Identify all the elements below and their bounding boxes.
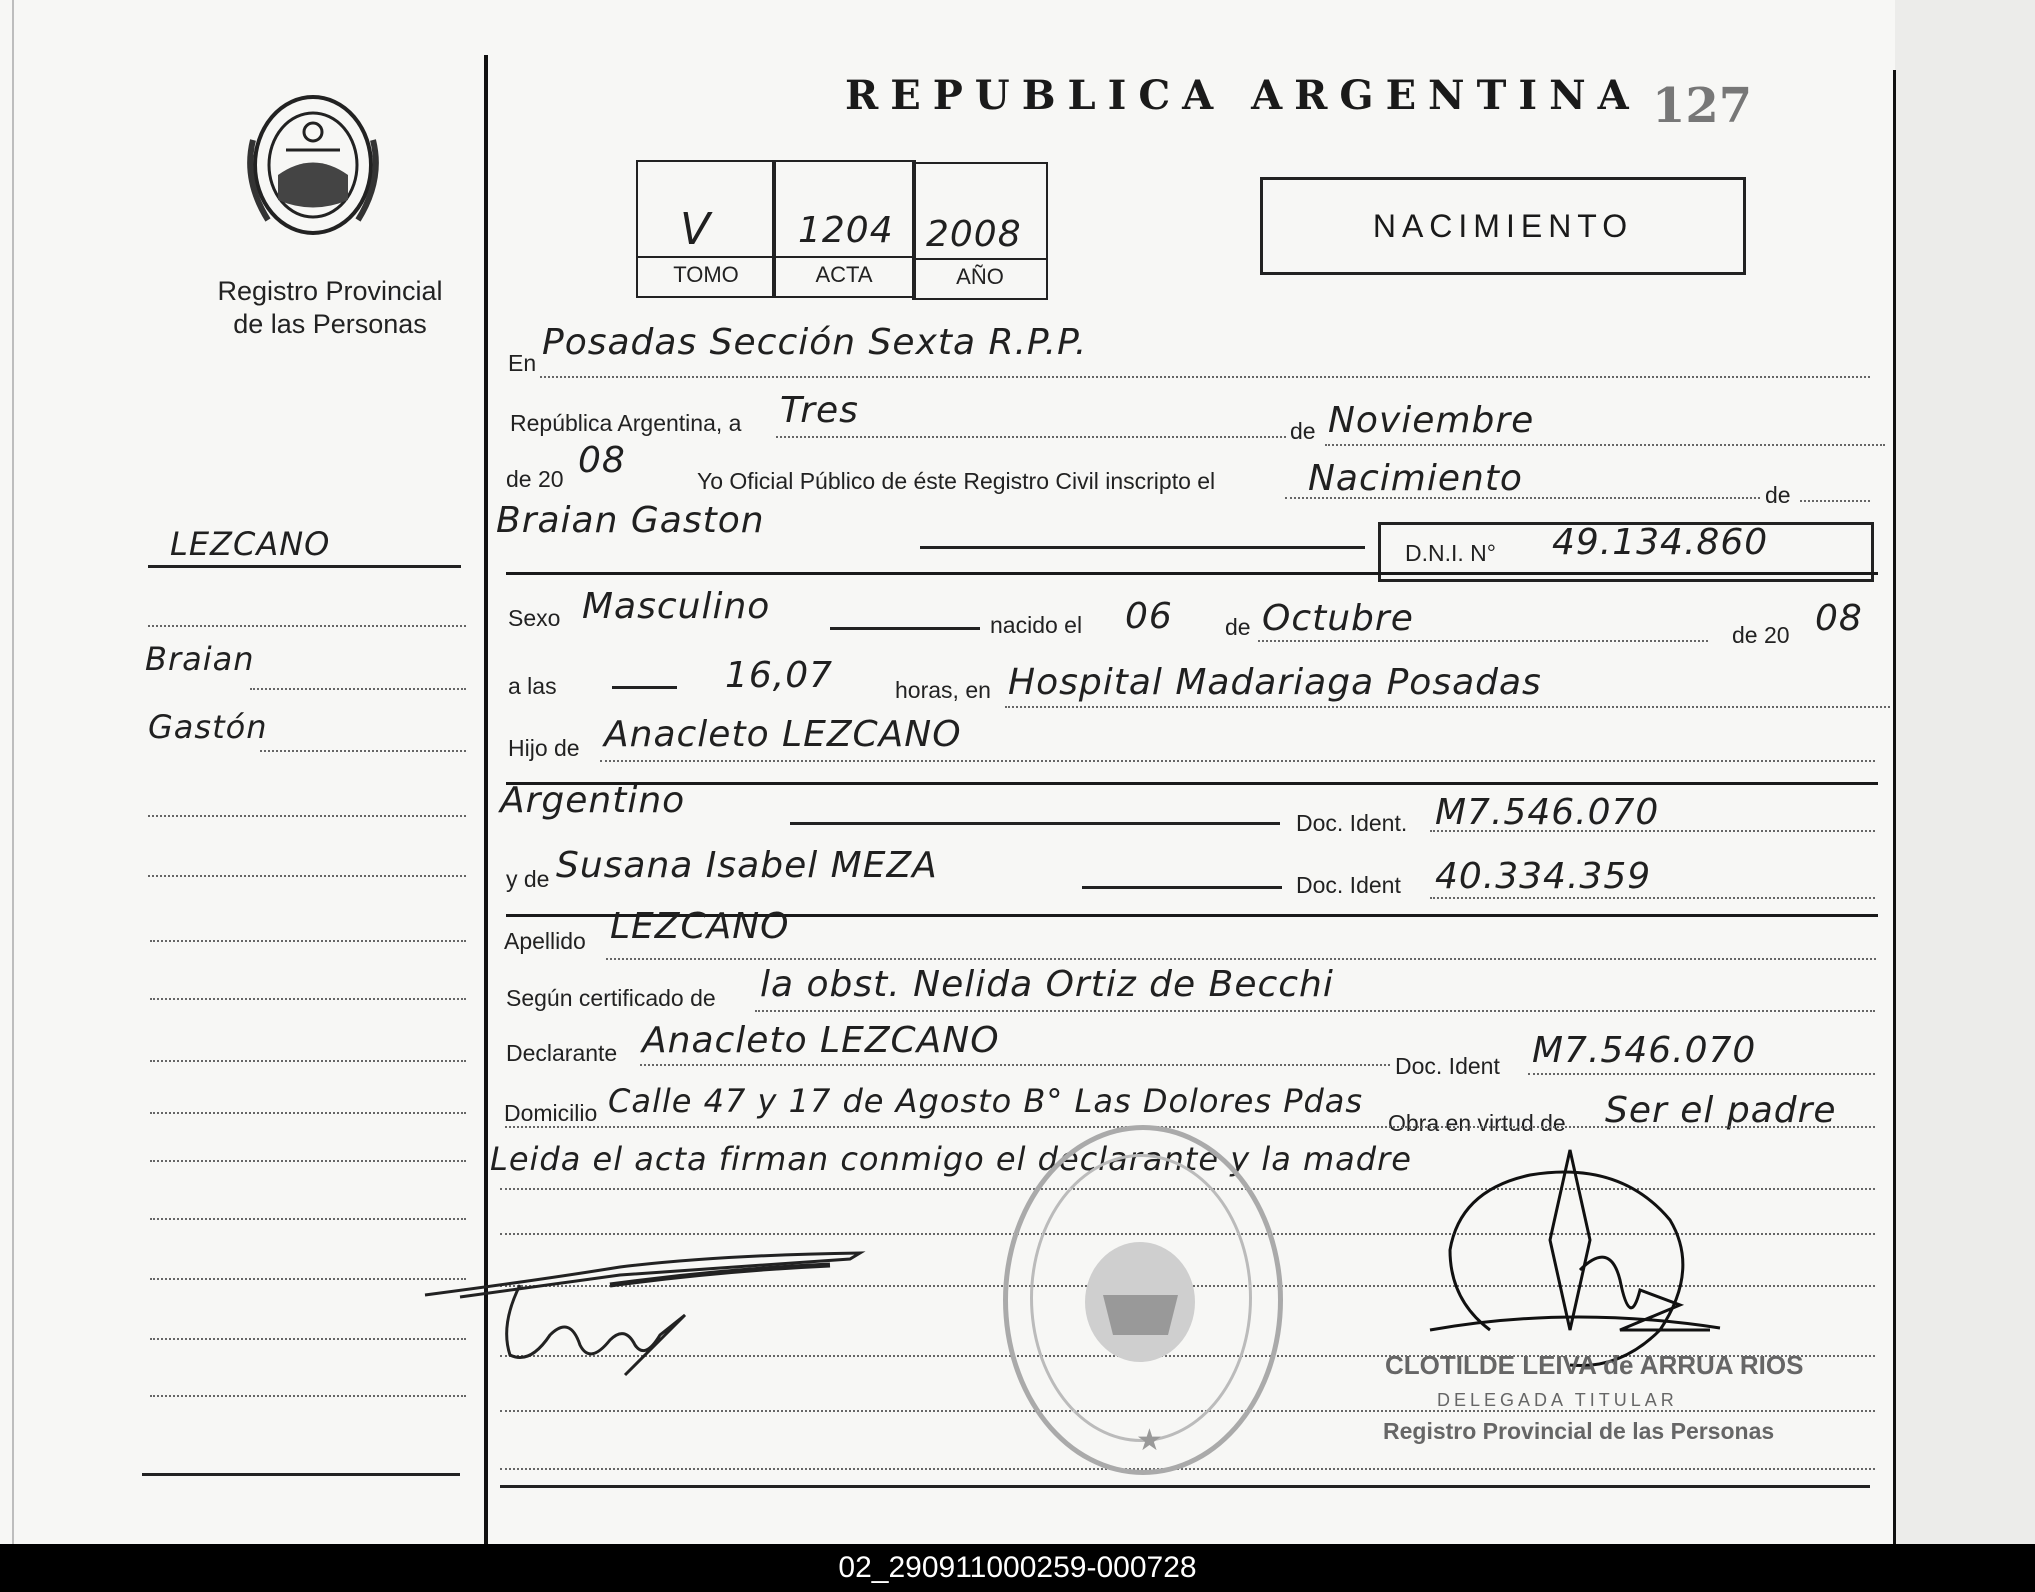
margin-surname-line [148,565,461,568]
margin-dotted-line [150,1160,466,1162]
closing-text: Leida el acta firman conmigo el declarante y la madre [490,1140,1412,1178]
official-signature [1420,1130,1740,1380]
apellido-value: LEZCANO [610,906,790,947]
acta-value: 1204 [798,210,894,251]
page-left-edge [12,0,14,1544]
place-dotted-line [540,376,1870,378]
margin-given-name-1: Braian [145,640,255,678]
father-dotted-line [600,760,1875,762]
official-stamp-title: DELEGADA TITULAR [1437,1390,1678,1410]
day-dotted-line [776,436,1286,438]
segun-value: la obst. Nelida Ortiz de Becchi [760,964,1334,1005]
margin-dotted-line [150,1060,466,1062]
dni-label: D.N.I. N° [1405,540,1496,566]
column-divider-right [1893,70,1896,1544]
margin-dotted-line [150,1218,466,1220]
page-number: 127 [1652,78,1753,134]
nationality-line [790,822,1280,825]
year-prefix: de 20 [506,466,564,492]
sexo-value: Masculino [582,586,771,627]
margin-bottom-line [142,1473,460,1476]
hijo-label: Hijo de [508,735,580,761]
nacido-label: nacido el [990,612,1083,638]
birth-place-dotted-line [1005,706,1890,708]
birth-year-prefix: de 20 [1732,622,1790,648]
official-stamp-name: CLOTILDE LEIVA de ARRUA RIOS [1385,1350,1804,1380]
de-label-3: de [1225,614,1251,640]
doc-ident-label-2: Doc. Ident [1296,872,1401,898]
registry-name: Registro Provincial de las Personas [217,276,443,339]
act-type-box: NACIMIENTO [1260,177,1746,275]
y-de-label: y de [506,866,550,892]
declarante-dotted-line [640,1064,1390,1066]
republica-label: República Argentina, a [510,410,742,436]
de-dotted-line [1800,500,1870,502]
declarante-label: Declarante [506,1040,618,1066]
segun-dotted-line [755,1010,1875,1012]
svg-text:★: ★ [1136,1423,1163,1458]
father-divider [506,782,1878,785]
margin-surname: LEZCANO [170,525,331,563]
mother-doc-dotted-line [1430,897,1875,899]
country-title: REPUBLICA ARGENTINA [845,72,1641,119]
tomo-value: V [680,204,712,255]
birth-year-suffix: 08 [1815,598,1863,639]
sexo-label: Sexo [508,605,561,631]
a-las-label: a las [508,673,557,699]
horas-label: horas, en [895,677,991,703]
official-stamp-org: Registro Provincial de las Personas [1383,1418,1775,1444]
birth-place: Hospital Madariaga Posadas [1008,662,1542,703]
domicilio-value: Calle 47 y 17 de Agosto B° Las Dolores Pdas [608,1082,1364,1120]
bottom-line [500,1485,1870,1488]
inscription-dotted-line [1285,497,1760,499]
margin-dotted-line [148,625,466,627]
obra-label: Obra en virtud de [1388,1110,1566,1136]
place-value: Posadas Sección Sexta R.P.P. [542,322,1088,363]
anio-label: AÑO [956,264,1004,289]
de-label: de [1290,418,1316,444]
oficial-label: Yo Oficial Público de éste Registro Civil inscripto el [697,468,1216,494]
official-round-seal [1003,1125,1283,1475]
margin-given-name-2: Gastón [148,708,268,746]
declarante-doc: M7.546.070 [1532,1030,1757,1071]
apellido-dotted-line [606,958,1876,960]
anio-value: 2008 [926,214,1022,255]
margin-dotted-line [150,1395,466,1397]
declarant-signature [420,1245,870,1385]
margin-dotted-line [150,1112,466,1114]
margin-dotted-line [150,940,466,942]
provincial-seal-logo [238,80,388,250]
acta-cell [772,160,916,298]
month-text: Noviembre [1328,400,1535,441]
child-name: Braian Gaston [496,500,765,541]
doc-ident-label-3: Doc. Ident [1395,1053,1500,1079]
doc-ident-label: Doc. Ident. [1296,810,1408,836]
day-text: Tres [780,390,859,431]
dni-value: 49.134.860 [1552,522,1769,563]
child-name-line [920,546,1365,549]
father-name: Anacleto LEZCANO [604,714,962,755]
mother-name-line [1082,886,1282,889]
mother-doc: 40.334.359 [1435,856,1652,897]
sexo-line [830,627,980,630]
margin-dotted-line [150,1338,466,1340]
year-suffix: 08 [578,440,626,481]
father-doc: M7.546.070 [1435,792,1660,833]
birth-month: Octubre [1262,598,1414,639]
birth-month-dotted-line [1258,640,1708,642]
en-label: En [508,350,537,376]
declarante-value: Anacleto LEZCANO [642,1020,1000,1061]
birth-day: 06 [1125,596,1173,637]
margin-dotted-line [150,998,466,1000]
mother-name: Susana Isabel MEZA [556,845,938,886]
father-doc-dotted-line [1430,830,1875,832]
margin-dotted-line [260,750,466,752]
birth-time: 16,07 [725,655,834,696]
segun-label: Según certificado de [506,985,716,1011]
scan-file-id: 02_290911000259-000728 [0,1544,2035,1592]
tomo-label: TOMO [673,262,739,287]
anio-cell [912,162,1048,300]
margin-dotted-line [150,1278,466,1280]
de-label-2: de [1765,482,1791,508]
margin-dotted-line [148,815,466,817]
time-line-prefix [612,686,677,689]
acta-label: ACTA [815,262,873,287]
tomo-cell [636,160,776,298]
father-nationality: Argentino [500,780,686,821]
obra-value: Ser el padre [1605,1090,1837,1131]
apellido-label: Apellido [504,928,586,954]
declarante-doc-dotted-line [1528,1073,1875,1075]
margin-dotted-line [148,875,466,877]
domicilio-label: Domicilio [504,1100,598,1126]
section-divider [506,572,1878,575]
page-margin-strip [1895,0,2035,1544]
margin-dotted-line [250,688,466,690]
inscription-value: Nacimiento [1308,458,1523,499]
domicilio-dotted-line [505,1126,1875,1128]
month-dotted-line [1325,444,1885,446]
